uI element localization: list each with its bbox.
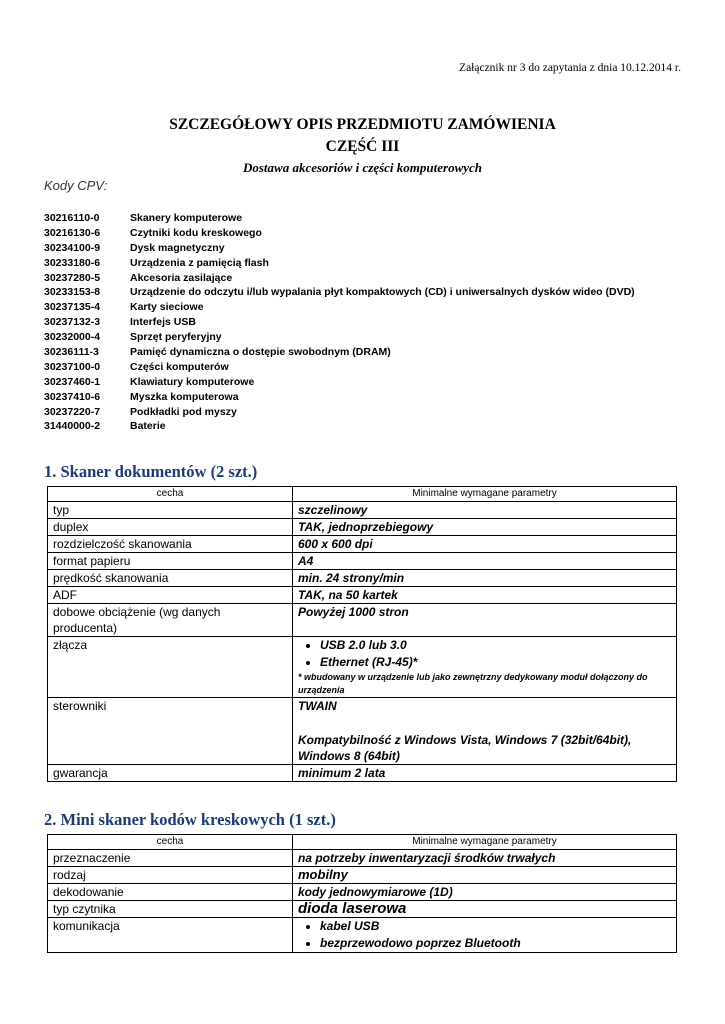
annex-note: Załącznik nr 3 do zapytania z dnia 10.12.2014 r.	[459, 62, 681, 74]
column-header-params: Minimalne wymagane parametry	[293, 835, 677, 850]
table-row	[48, 587, 677, 604]
feature-value: dioda laserowa	[293, 901, 677, 918]
feature-label: duplex	[48, 519, 293, 536]
cpv-item	[44, 300, 684, 315]
table-row	[48, 502, 677, 519]
cpv-name: Baterie	[130, 420, 166, 433]
table-row	[48, 604, 677, 637]
cpv-code: 30237135-4	[44, 301, 101, 314]
cpv-name: Myszka komputerowa	[130, 390, 239, 403]
cpv-code: 30234100-9	[44, 241, 101, 254]
cpv-code: 31440000-2	[44, 420, 101, 433]
cpv-item	[44, 226, 684, 241]
feature-label: dekodowanie	[48, 884, 293, 901]
cpv-name: Klawiatury komputerowe	[130, 375, 255, 388]
cpv-item	[44, 285, 684, 300]
cpv-name: Akcesoria zasilające	[130, 271, 233, 284]
cpv-name: Dysk magnetyczny	[130, 241, 225, 254]
document-subtitle: Dostawa akcesoriów i części komputerowych	[242, 160, 483, 175]
communication-list	[298, 918, 671, 952]
column-header-feature: cecha	[48, 487, 293, 502]
feature-value	[293, 698, 677, 765]
document-title: SZCZEGÓŁOWY OPIS PRZEDMIOTU ZAMÓWIENIA	[169, 116, 556, 133]
table-header-row	[48, 835, 677, 850]
table-row	[48, 553, 677, 570]
column-header-feature: cecha	[48, 835, 293, 850]
table-row	[48, 850, 677, 867]
cpv-code: 30233180-6	[44, 256, 101, 269]
feature-value: mobilny	[293, 867, 677, 884]
feature-value: na potrzeby inwentaryzacji środków trwałych	[293, 850, 677, 867]
drivers-value: TWAIN	[298, 699, 337, 713]
table-row	[48, 570, 677, 587]
table-header-row	[48, 487, 677, 502]
spec-table-scanner	[47, 486, 677, 782]
cpv-name: Skanery komputerowe	[130, 212, 243, 224]
cpv-item	[44, 375, 684, 390]
section-heading-scanner: 1. Skaner dokumentów (2 szt.)	[44, 462, 258, 481]
table-row	[48, 884, 677, 901]
cpv-code: 30237132-3	[44, 316, 101, 329]
ports-list	[298, 637, 671, 671]
table-row	[48, 536, 677, 553]
feature-label: rozdzielczość skanowania	[48, 536, 293, 553]
feature-value: szczelinowy	[293, 502, 677, 519]
spec-table-barcode-scanner	[47, 834, 677, 953]
cpv-label: Kody CPV:	[44, 178, 108, 193]
feature-label: prędkość skanowania	[48, 570, 293, 587]
column-header-params: Minimalne wymagane parametry	[293, 487, 677, 502]
cpv-code: 30216130-6	[44, 226, 101, 239]
cpv-code: 30216110-0	[44, 212, 100, 224]
feature-value: min. 24 strony/min	[293, 570, 677, 587]
cpv-name: Pamięć dynamiczna o dostępie swobodnym (DRAM)	[130, 346, 391, 359]
feature-label: rodzaj	[48, 867, 293, 884]
feature-label: format papieru	[48, 553, 293, 570]
table-row	[48, 867, 677, 884]
cpv-item	[44, 241, 684, 256]
cpv-item	[44, 360, 684, 375]
feature-value: A4	[293, 553, 677, 570]
ports-footnote: * wbudowany w urządzenie lub jako zewnętrzny dedykowany moduł dołączony do urządzenia	[298, 672, 648, 695]
cpv-item	[44, 390, 684, 405]
cpv-item	[44, 345, 684, 360]
cpv-code: 30237100-0	[44, 360, 101, 373]
cpv-item	[44, 211, 684, 226]
cpv-name: Czytniki kodu kreskowego	[130, 226, 262, 239]
cpv-name: Sprzęt peryferyjny	[130, 331, 222, 344]
table-row	[48, 519, 677, 536]
cpv-code: 30237460-1	[44, 375, 101, 388]
drivers-compatibility: Kompatybilność z Windows Vista, Windows 7 (32bit/64bit), Windows 8 (64bit)	[298, 733, 632, 763]
cpv-name: Podkładki pod myszy	[130, 405, 237, 418]
table-row	[48, 918, 677, 953]
cpv-code: 30237280-5	[44, 271, 101, 284]
list-item: • bezprzewodowo poprzez Bluetooth	[320, 935, 671, 952]
cpv-name: Karty sieciowe	[130, 301, 204, 314]
cpv-code: 30237410-6	[44, 390, 101, 403]
feature-label: dobowe obciążenie (wg danych producenta)	[48, 604, 293, 637]
cpv-code: 30233153-8	[44, 286, 101, 299]
table-row	[48, 637, 677, 698]
cpv-list	[44, 211, 684, 434]
cpv-item	[44, 405, 684, 420]
feature-value: kody jednowymiarowe (1D)	[293, 884, 677, 901]
table-row	[48, 765, 677, 782]
table-row	[48, 698, 677, 765]
feature-label: przeznaczenie	[48, 850, 293, 867]
feature-value: Powyżej 1000 stron	[293, 604, 677, 637]
feature-value: TAK, jednoprzebiegowy	[293, 519, 677, 536]
feature-value: minimum 2 lata	[293, 765, 677, 782]
feature-value: TAK, na 50 kartek	[293, 587, 677, 604]
cpv-item	[44, 256, 684, 271]
cpv-name: Części komputerów	[130, 360, 229, 373]
cpv-name: Urządzenia z pamięcią flash	[130, 256, 269, 269]
feature-label: komunikacja	[48, 918, 293, 953]
feature-label: sterowniki	[48, 698, 293, 765]
feature-label: gwarancja	[48, 765, 293, 782]
list-item: • USB 2.0 lub 3.0	[320, 637, 671, 654]
feature-value: 600 x 600 dpi	[293, 536, 677, 553]
list-item: • Ethernet (RJ-45)*	[320, 654, 671, 671]
feature-label: typ	[48, 502, 293, 519]
feature-value	[293, 637, 677, 698]
cpv-code: 30232000-4	[44, 331, 101, 344]
feature-value	[293, 918, 677, 953]
cpv-name: Urządzenie do odczytu i/lub wypalania płyt kompaktowych (CD) i uniwersalnych dysków wideo (DVD)	[130, 286, 635, 299]
document-part: CZĘŚĆ III	[325, 138, 400, 155]
feature-label: typ czytnika	[48, 901, 293, 918]
feature-label: ADF	[48, 587, 293, 604]
table-row	[48, 901, 677, 918]
cpv-name: Interfejs USB	[130, 316, 196, 329]
cpv-item	[44, 271, 684, 286]
cpv-code: 30236111-3	[44, 346, 99, 359]
cpv-item	[44, 419, 684, 434]
cpv-item	[44, 330, 684, 345]
section-heading-barcode-scanner: 2. Mini skaner kodów kreskowych (1 szt.)	[44, 810, 336, 829]
list-item: • kabel USB	[320, 918, 671, 935]
feature-label: złącza	[48, 637, 293, 698]
cpv-code: 30237220-7	[44, 405, 101, 418]
cpv-item	[44, 315, 684, 330]
